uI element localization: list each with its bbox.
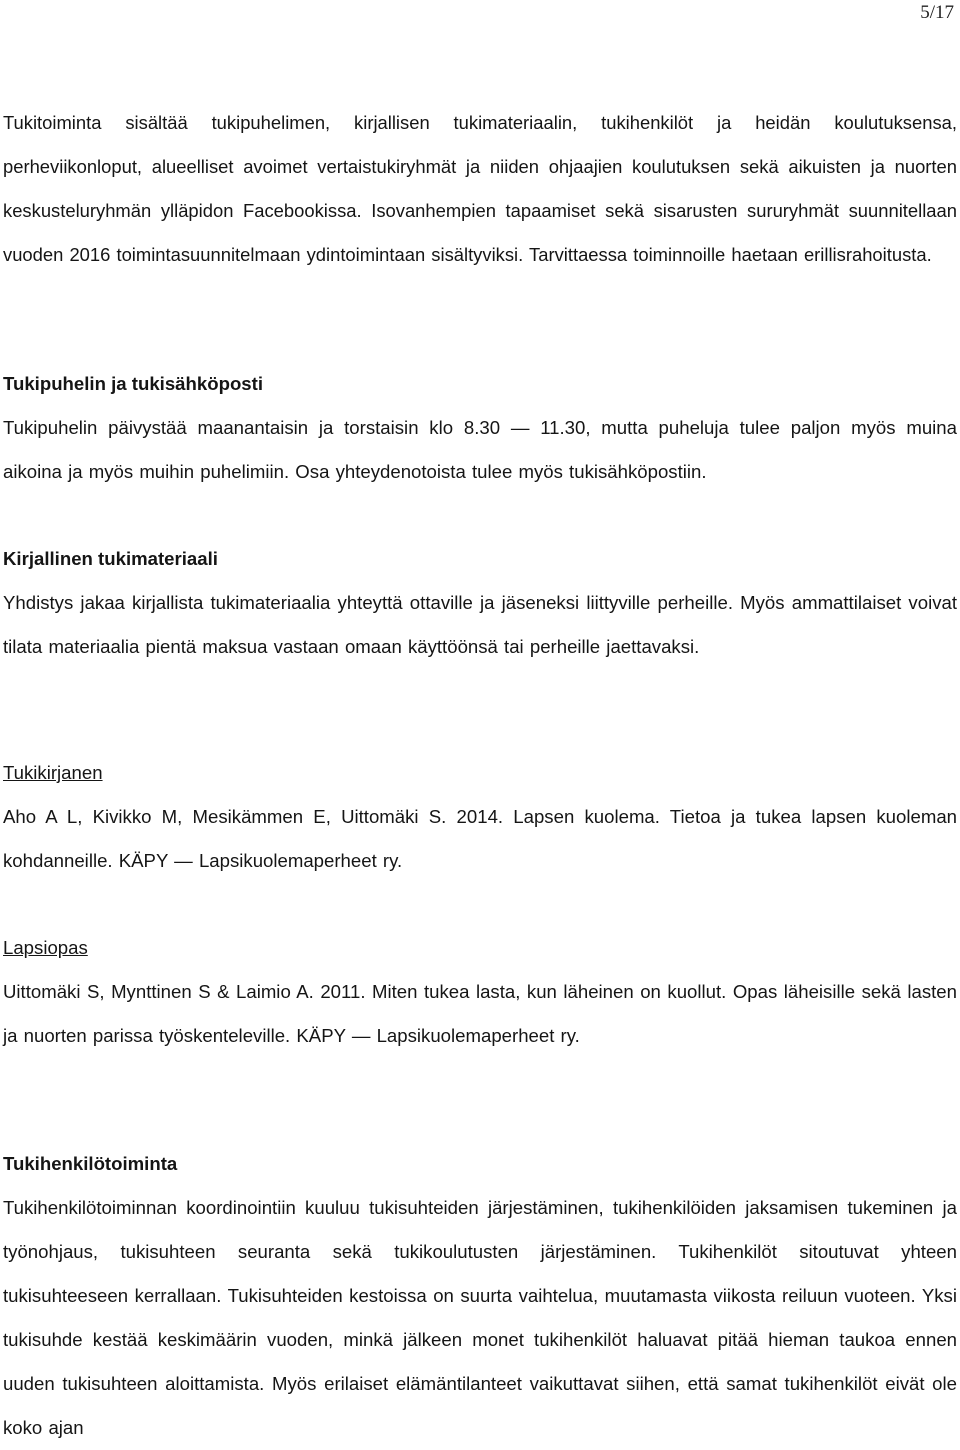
intro-paragraph: Tukitoiminta sisältää tukipuhelimen, kirjallisen tukimateriaalin, tukihenkilöt ja heidän koulutuksensa, perheviikonloput, alueelliset avoimet vertaistukiryhmät ja niiden ohjaajien koulutuksen sekä aikuisten ja nuorten keskusteluryhmän ylläpidon Facebookissa. Isovanhempien tapaamiset sekä sisarusten sururyhmät suunnitellaan vuoden 2016 toimintasuunnitelmaan ydintoimintaan sisältyviksi. Tarvittaessa toiminnoille haetaan erillisrahoitusta. [3,112,957,265]
support-person-section [3,1142,957,1450]
support-person-paragraph: Tukihenkilötoiminnan koordinointiin kuuluu tukisuhteiden järjestäminen, tukihenkilöiden jaksamisen tukeminen ja työnohjaus, tukisuhteen seuranta sekä tukikoulutusten järjestäminen. Tukihenkilöt sitoutuvat yhteen tukisuhteeseen kerrallaan. Tukisuhteiden kestoissa on suurta vaihtelua, muutamasta viikosta reiluun vuoteen. Yksi tukisuhde kestää keskimäärin vuoden, minkä jälkeen monet tukihenkilöt haluavat pitää hieman taukoa ennen uuden tukisuhteen aloittamista. Myös erilaiset elämäntilanteet vaikuttavat siihen, että samat tukihenkilöt eivät ole koko ajan [3,1197,957,1438]
written-material-section [3,537,957,669]
phone-section-paragraph: Tukipuhelin päivystää maanantaisin ja torstaisin klo 8.30 — 11.30, mutta puheluja tulee paljon myös muina aikoina ja myös muihin puhelimiin. Osa yhteydenotoista tulee myös tukisähköpostiin. [3,417,957,482]
page-number: 5/17 [920,2,954,23]
booklet-heading: Tukikirjanen [3,762,103,783]
child-guide-heading: Lapsiopas [3,937,88,958]
written-material-heading: Kirjallinen tukimateriaali [3,548,218,569]
intro-section [3,101,957,277]
booklet-reference: Aho A L, Kivikko M, Mesikämmen E, Uittomäki S. 2014. Lapsen kuolema. Tietoa ja tukea lapsen kuoleman kohdanneille. KÄPY — Lapsikuolemaperheet ry. [3,806,957,871]
booklet-section [3,751,957,883]
child-guide-section [3,926,957,1058]
support-person-heading: Tukihenkilötoiminta [3,1153,178,1174]
child-guide-reference: Uittomäki S, Mynttinen S & Laimio A. 2011. Miten tukea lasta, kun läheinen on kuollut. Opas läheisille sekä lasten ja nuorten parissa työskenteleville. KÄPY — Lapsikuolemaperheet ry. [3,981,957,1046]
written-material-paragraph: Yhdistys jakaa kirjallista tukimateriaalia yhteyttä ottaville ja jäseneksi liittyville perheille. Myös ammattilaiset voivat tilata materiaalia pientä maksua vastaan omaan käyttöönsä tai perheille jaettavaksi. [3,592,957,657]
phone-section-heading: Tukipuhelin ja tukisähköposti [3,373,263,394]
phone-section [3,362,957,494]
